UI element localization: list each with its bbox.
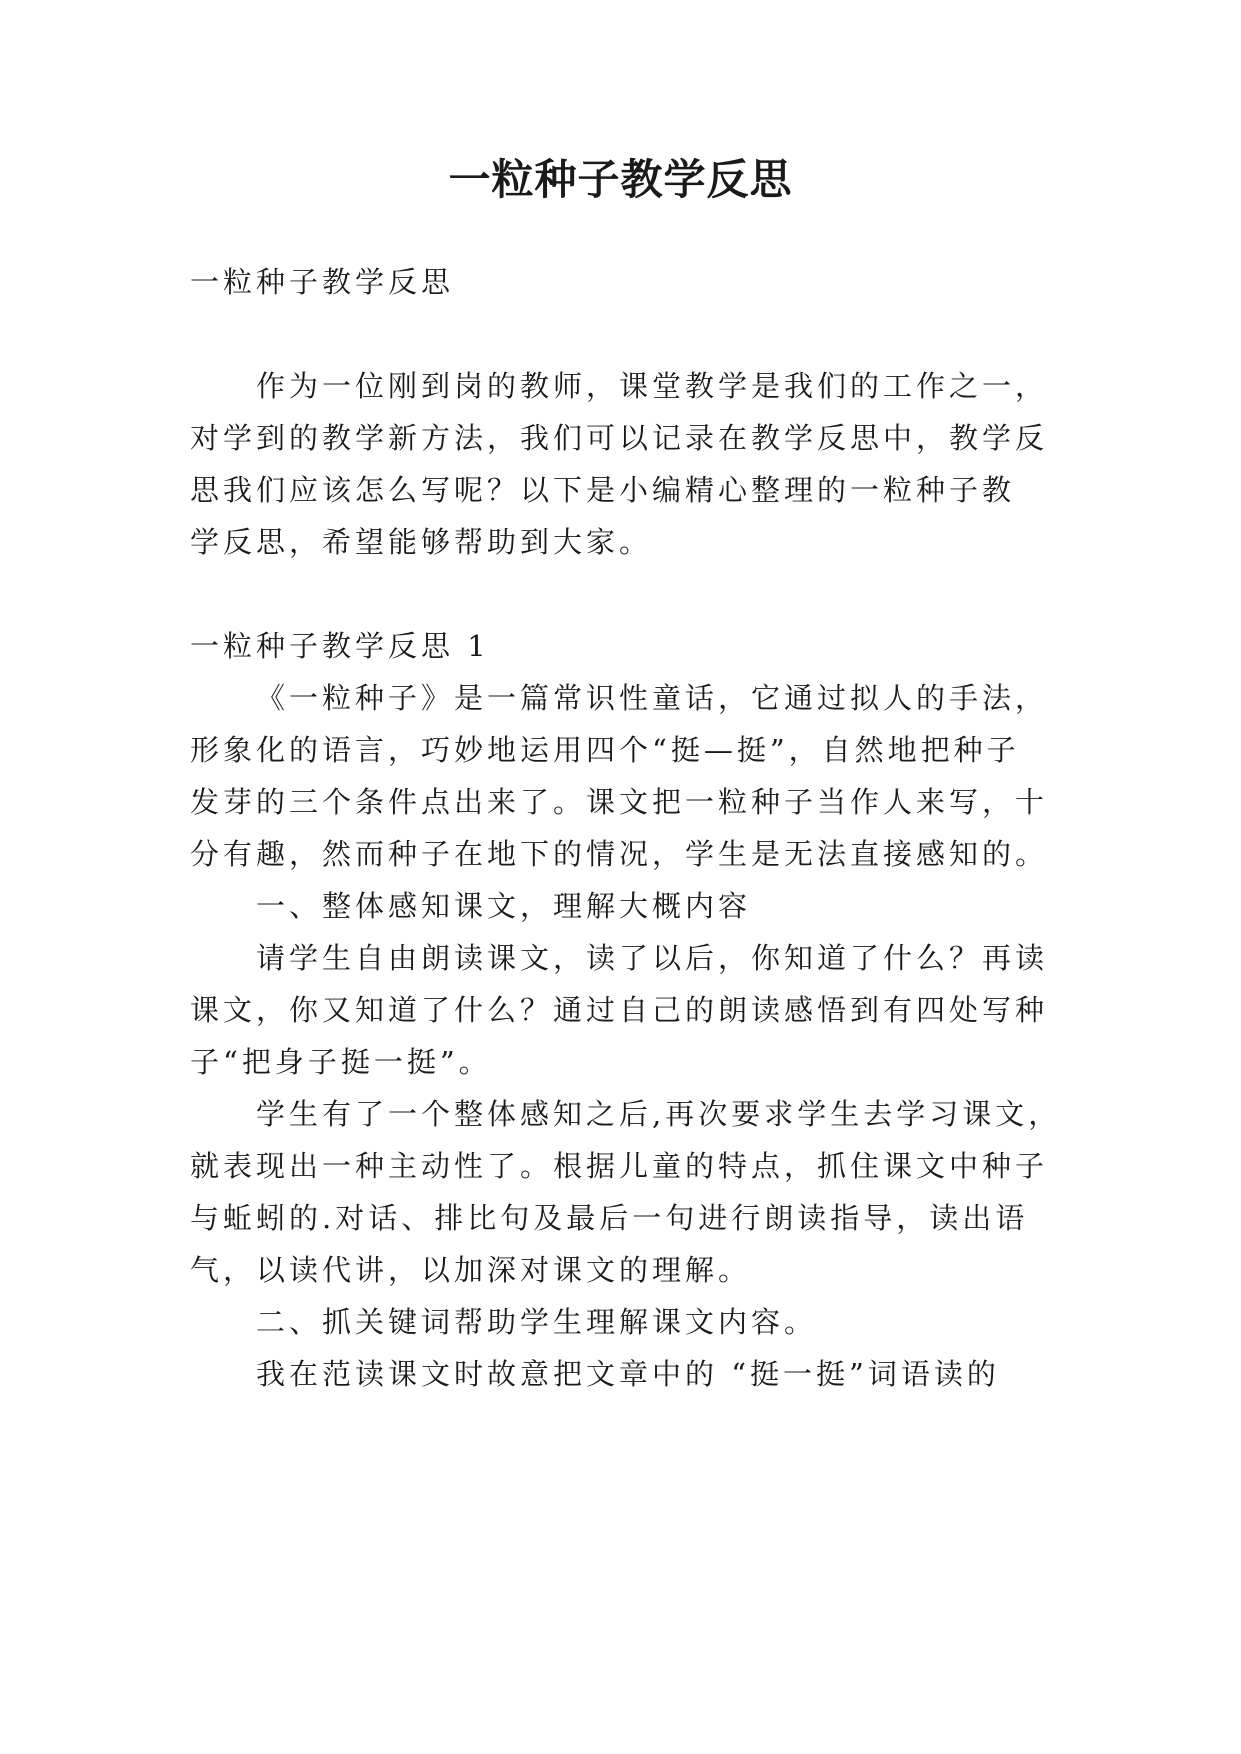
paragraph-line: 《一粒种子》是一篇常识性童话，它通过拟人的手法，	[256, 681, 1049, 715]
point-heading: 二、抓关键词帮助学生理解课文内容。	[256, 1305, 818, 1339]
document-title: 一粒种子教学反思	[448, 155, 793, 204]
paragraph-line: 我在范读课文时故意把文章中的 “挺一挺”词语读的	[256, 1357, 1000, 1391]
document-subtitle: 一粒种子教学反思	[190, 265, 455, 299]
paragraph-line: 气，以读代讲，以加深对课文的理解。	[190, 1253, 752, 1287]
section-heading: 一粒种子教学反思 1	[190, 629, 490, 663]
intro-line: 作为一位刚到岗的教师，课堂教学是我们的工作之一，	[256, 369, 1049, 403]
paragraph-line: 就表现出一种主动性了。根据儿童的特点，抓住课文中种子	[190, 1149, 1049, 1183]
intro-line: 学反思，希望能够帮助到大家。	[190, 525, 653, 559]
paragraph-line: 课文，你又知道了什么？通过自己的朗读感悟到有四处写种	[190, 993, 1049, 1027]
paragraph-line: 形象化的语言，巧妙地运用四个“挺—挺”，自然地把种子	[190, 733, 1020, 767]
point-heading: 一、整体感知课文，理解大概内容	[256, 889, 752, 923]
paragraph-line: 发芽的三个条件点出来了。课文把一粒种子当作人来写，十	[190, 785, 1049, 819]
paragraph-line: 子“把身子挺一挺”。	[190, 1045, 492, 1079]
paragraph-line: 请学生自由朗读课文，读了以后，你知道了什么？再读	[256, 941, 1049, 975]
paragraph-line: 分有趣，然而种子在地下的情况，学生是无法直接感知的。	[190, 837, 1049, 871]
paragraph-line: 学生有了一个整体感知之后,再次要求学生去学习课文，	[256, 1097, 1062, 1131]
paragraph-line: 与蚯蚓的.对话、排比句及最后一句进行朗读指导，读出语	[190, 1201, 1029, 1235]
intro-line: 对学到的教学新方法，我们可以记录在教学反思中，教学反	[190, 421, 1049, 455]
intro-line: 思我们应该怎么写呢？以下是小编精心整理的一粒种子教	[190, 473, 1016, 507]
